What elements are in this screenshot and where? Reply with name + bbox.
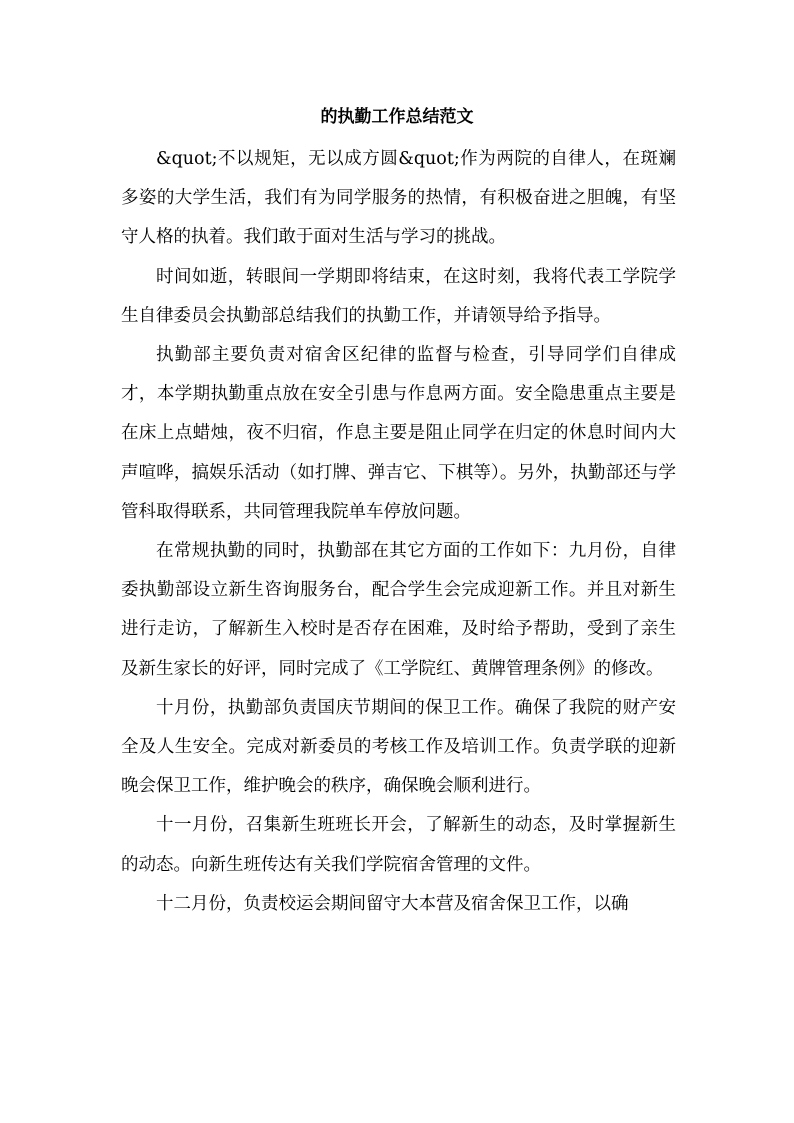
paragraph-duties: 执勤部主要负责对宿舍区纪律的监督与检查，引导同学们自律成才，本学期执勤重点放在安全引患与作息两方面。安全隐患重点主要是在床上点蜡烛，夜不归宿，作息主要是阻止同学在归定的休息时间内大声喧哗，搞娱乐活动（如打牌、弹吉它、下棋等）。另外，执勤部还与学管科取得联系，共同管理我院单车停放问题。 [121,345,676,522]
paragraph-october: 十月份，执勤部负责国庆节期间的保卫工作。确保了我院的财产安全及人生安全。完成对新委员的考核工作及培训工作。负责学联的迎新晚会保卫工作，维护晚会的秩序，确保晚会顺利进行。 [121,697,676,797]
document-body [121,140,676,924]
document-title: 的执勤工作总结范文 [320,107,474,127]
paragraph-november: 十一月份，召集新生班班长开会，了解新生的动态，及时掌握新生的动态。向新生班传达有关我们学院宿舍管理的文件。 [121,815,676,875]
paragraph-intro: &quot;不以规矩，无以成方圆&quot;作为两院的自律人，在斑斓多姿的大学生活，我们有为同学服务的热情，有积极奋进之胆魄，有坚守人格的执着。我们敢于面对生活与学习的挑战。 [121,149,676,248]
paragraph-september: 在常规执勤的同时，执勤部在其它方面的工作如下：九月份，自律委执勤部设立新生咨询服务台，配合学生会完成迎新工作。并且对新生进行走访，了解新生入校时是否存在困难，及时给予帮助，受到了亲生及新生家长的好评，同时完成了《工学院红、黄牌管理条例》的修改。 [121,541,676,679]
paragraph-december: 十二月份，负责校运会期间留守大本营及宿舍保卫工作，以确 [156,893,629,914]
paragraph-summary-purpose: 时间如逝，转眼间一学期即将结束，在这时刻，我将代表工学院学生自律委员会执勤部总结我们的执勤工作，并请领导给予指导。 [121,266,676,326]
